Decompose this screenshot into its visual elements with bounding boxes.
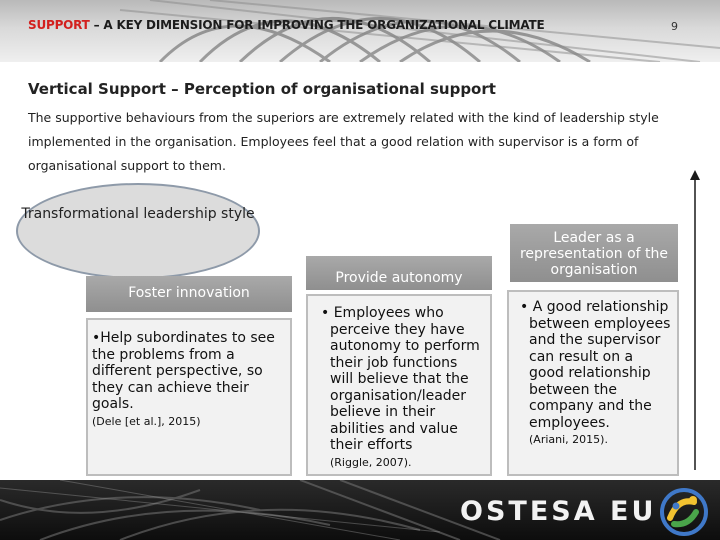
page-number: 9 [671, 20, 678, 33]
column-box-foster-innovation [86, 318, 292, 476]
column-bullet: • Employees who perceive they have autonomy to perform their job functions will believe that the organisation/leader believe in their abilities and value their efforts [321, 305, 480, 453]
brand-wordmark: OSTESA EU [460, 496, 657, 527]
vertical-arrow-icon [688, 170, 702, 470]
column-box-leader-representation [507, 290, 679, 476]
header-title-accent: SUPPORT [28, 18, 90, 32]
page-header-title [28, 18, 545, 32]
header-title-rest: – A KEY DIMENSION FOR IMPROVING THE ORGANIZATIONAL CLIMATE [89, 18, 545, 32]
section-title: Vertical Support – Perception of organisational support [28, 80, 496, 98]
header-band [0, 0, 720, 62]
intro-paragraph: The supportive behaviours from the superiors are extremely related with the kind of leadership style implemented in the organisation. Employees feel that a good relation with supervisor is a form of organisational support to them. [28, 110, 659, 173]
column-header-provide-autonomy: Provide autonomy [306, 256, 492, 290]
column-bullet: •Help subordinates to see the problems from a different perspective, so they can achieve their goals. [92, 330, 275, 412]
column-header-leader-representation: Leader as a representation of the organisation [510, 224, 678, 282]
column-citation: (Riggle, 2007). [330, 455, 412, 469]
column-header-foster-innovation: Foster innovation [86, 276, 292, 312]
column-bullet: • A good relationship between employees and the supervisor can result on a good relationship between the company and the employees. [520, 299, 671, 431]
leadership-style-ellipse [16, 183, 260, 279]
ellipse-label: Transformational leadership style [21, 206, 255, 222]
column-box-provide-autonomy [306, 294, 492, 476]
column-citation: (Ariani, 2015). [529, 433, 608, 446]
ostesa-logo-icon [660, 488, 708, 536]
column-citation: (Dele [et al.], 2015) [92, 414, 201, 428]
